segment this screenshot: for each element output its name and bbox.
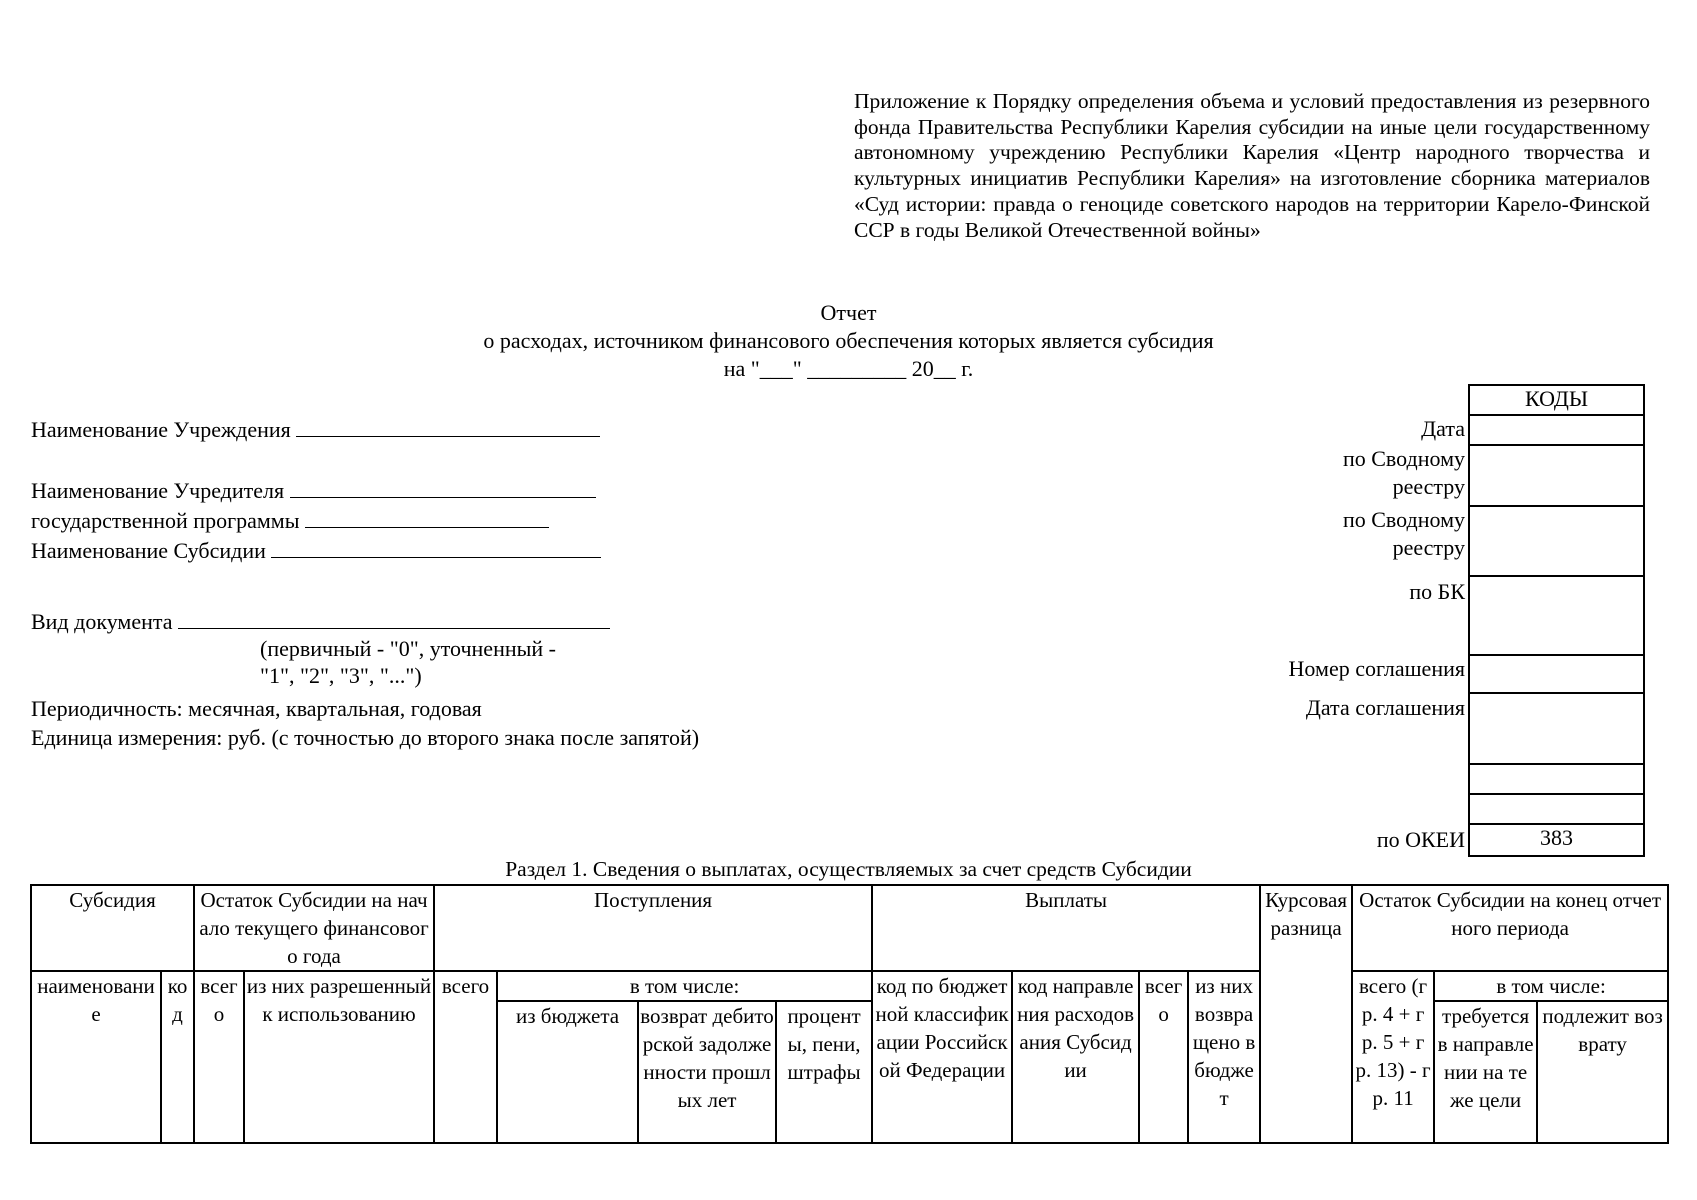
- th-receipts-total: всего: [434, 971, 497, 1143]
- th-required: требуется в направлении на те же цели: [1434, 1001, 1537, 1143]
- doc-type-hint-1: (первичный - "0", уточненный -: [260, 636, 556, 661]
- institution-field: [31, 416, 600, 443]
- doc-type-field: [31, 608, 610, 635]
- payments-table: [30, 884, 1669, 1144]
- th-from-budget: из бюджета: [497, 1001, 638, 1143]
- th-subsidy: Субсидия: [31, 885, 194, 971]
- th-of-which-allowed: из них разрешенный к использованию: [244, 971, 434, 1143]
- th-balance-start: Остаток Субсидии на начало текущего финансового года: [194, 885, 434, 971]
- th-to-return: подлежит возврату: [1537, 1001, 1668, 1143]
- founder-field: [31, 477, 596, 504]
- report-subtitle: о расходах, источником финансового обеспечения которых является субсидия: [483, 328, 1214, 353]
- code-agreement-no-cell[interactable]: [1470, 656, 1643, 694]
- code-registry1-cell[interactable]: [1470, 446, 1643, 507]
- program-label: государственной программы: [31, 508, 300, 533]
- registry1-label-b: реестру: [1392, 474, 1465, 499]
- th-end-incl: в том числе:: [1434, 971, 1668, 1001]
- report-title: Отчет: [820, 300, 877, 325]
- report-date-line: на "___" _________ 20__ г.: [723, 356, 974, 381]
- doc-type-hint-2: "1", "2", "3", "..."): [260, 663, 422, 688]
- bk-label: по БК: [1409, 579, 1465, 604]
- th-code: код: [161, 971, 194, 1143]
- th-name: наименование: [31, 971, 161, 1143]
- program-field: [31, 507, 549, 534]
- founder-label: Наименование Учредителя: [31, 478, 285, 503]
- th-payments-total: всего: [1139, 971, 1188, 1143]
- code-okei-cell: 383: [1540, 825, 1573, 850]
- institution-line[interactable]: [296, 416, 600, 437]
- subsidy-line[interactable]: [271, 537, 601, 558]
- agreement-date-label: Дата соглашения: [1305, 695, 1465, 720]
- institution-label: Наименование Учреждения: [31, 417, 291, 442]
- th-total: всего: [194, 971, 244, 1143]
- okei-label: по ОКЕИ: [1376, 827, 1465, 852]
- program-line[interactable]: [305, 507, 549, 528]
- th-receivables-return: возврат дебиторской задолженности прошлых лет: [638, 1001, 776, 1143]
- codes-box: [1468, 384, 1645, 857]
- th-receipts-incl: в том числе:: [497, 971, 872, 1001]
- code-agreement-date-cell[interactable]: [1470, 694, 1643, 765]
- periodicity-text: Периодичность: месячная, квартальная, годовая: [31, 696, 482, 721]
- code-bk-cell[interactable]: [1470, 577, 1643, 656]
- agreement-no-label: Номер соглашения: [1288, 656, 1465, 681]
- th-direction-code: код направления расходования Субсидии: [1012, 971, 1139, 1143]
- doc-type-label: Вид документа: [31, 609, 173, 634]
- th-payments: Выплаты: [872, 885, 1260, 971]
- code-date-cell[interactable]: [1470, 416, 1643, 446]
- founder-line[interactable]: [290, 477, 596, 498]
- unit-text: Единица измерения: руб. (с точностью до второго знака после запятой): [31, 725, 700, 750]
- th-end-total: всего (гр. 4 + гр. 5 + гр. 13) - гр. 11: [1352, 971, 1434, 1143]
- th-returned: из них возвращено в бюджет: [1188, 971, 1260, 1143]
- code-empty-cell-2[interactable]: [1470, 795, 1643, 825]
- date-label: Дата: [1421, 416, 1465, 441]
- section-1-title: Раздел 1. Сведения о выплатах, осуществляемых за счет средств Субсидии: [505, 857, 1192, 881]
- th-bk-code: код по бюджетной классификации Российской Федерации: [872, 971, 1012, 1143]
- subsidy-label: Наименование Субсидии: [31, 538, 266, 563]
- th-exchange-diff: Курсовая разница: [1260, 885, 1352, 1143]
- subsidy-field: [31, 537, 601, 564]
- code-empty-cell-1[interactable]: [1470, 765, 1643, 795]
- th-interest: проценты, пени, штрафы: [776, 1001, 872, 1143]
- codes-header: КОДЫ: [1470, 386, 1643, 416]
- appendix-text: Приложение к Порядку определения объема и условий предоставления из резервного фонда Правительства Республики Карелия субсидии на иные цели государственному автономному учреждению Республики Карелия «Центр народного творчества и культурных инициатив Республики Карелия» на изготовление сборника материалов «Суд истории: правда о геноциде советского народов на территории Карело-Финской ССР в годы Великой Отечественной войны»: [854, 89, 1650, 242]
- registry2-label-a: по Сводному: [1342, 507, 1465, 532]
- registry2-label-b: реестру: [1392, 535, 1465, 560]
- registry1-label-a: по Сводному: [1342, 446, 1465, 471]
- code-registry2-cell[interactable]: [1470, 507, 1643, 577]
- th-balance-end: Остаток Субсидии на конец отчетного периода: [1352, 885, 1668, 971]
- doc-type-line[interactable]: [178, 608, 610, 629]
- th-receipts: Поступления: [434, 885, 872, 971]
